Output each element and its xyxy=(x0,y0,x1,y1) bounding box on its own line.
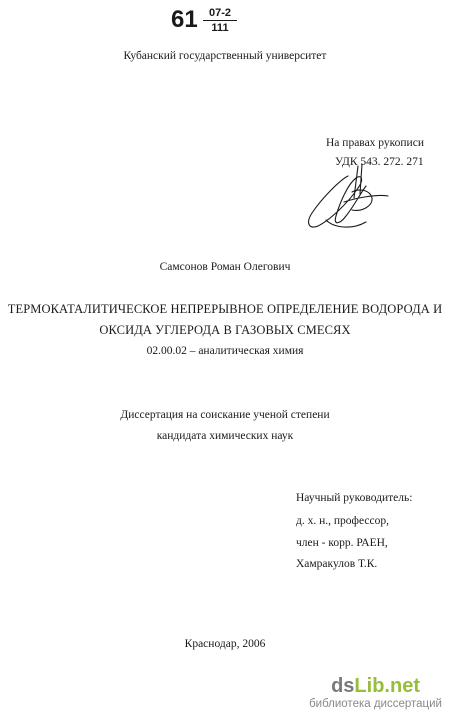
degree-line-1: Диссертация на соискание ученой степени xyxy=(120,409,330,421)
degree-line-2: кандидата химических наук xyxy=(156,430,294,442)
catalog-code-denominator: 111 xyxy=(211,22,229,34)
thesis-title-line-1: ТЕРМОКАТАЛИТИЧЕСКОЕ НЕПРЕРЫВНОЕ ОПРЕДЕЛЕНИЕ ВОДОРОДА И xyxy=(7,302,443,316)
supervisor-heading: Научный руководитель: xyxy=(296,492,413,504)
dslib-watermark xyxy=(309,675,442,711)
fraction-bar xyxy=(203,20,237,21)
dslib-tagline: библиотека диссертаций xyxy=(309,698,442,710)
catalog-code-numerator: 07-2 xyxy=(208,7,232,19)
rights-notice: На правах рукописи xyxy=(326,137,424,149)
catalog-code-main: 61 xyxy=(171,6,198,33)
udk-code: УДК 543. 272. 271 xyxy=(335,156,424,168)
supervisor-title: д. х. н., профессор, xyxy=(296,515,389,527)
supervisor-name: Хамракулов Т.К. xyxy=(296,558,378,570)
dslib-logo: dsLib.net xyxy=(331,675,420,697)
supervisor-membership: член - корр. РАЕН, xyxy=(296,537,388,549)
thesis-title-line-2: ОКСИДА УГЛЕРОДА В ГАЗОВЫХ СМЕСЯХ xyxy=(99,323,351,337)
handwritten-signature xyxy=(300,158,390,240)
catalog-code-fraction xyxy=(203,7,237,34)
place-and-year: Краснодар, 2006 xyxy=(184,638,266,650)
university-name: Кубанский государственный университет xyxy=(123,50,327,62)
author-name: Самсонов Роман Олегович xyxy=(159,261,291,273)
specialty-code: 02.00.02 – аналитическая химия xyxy=(146,345,304,357)
